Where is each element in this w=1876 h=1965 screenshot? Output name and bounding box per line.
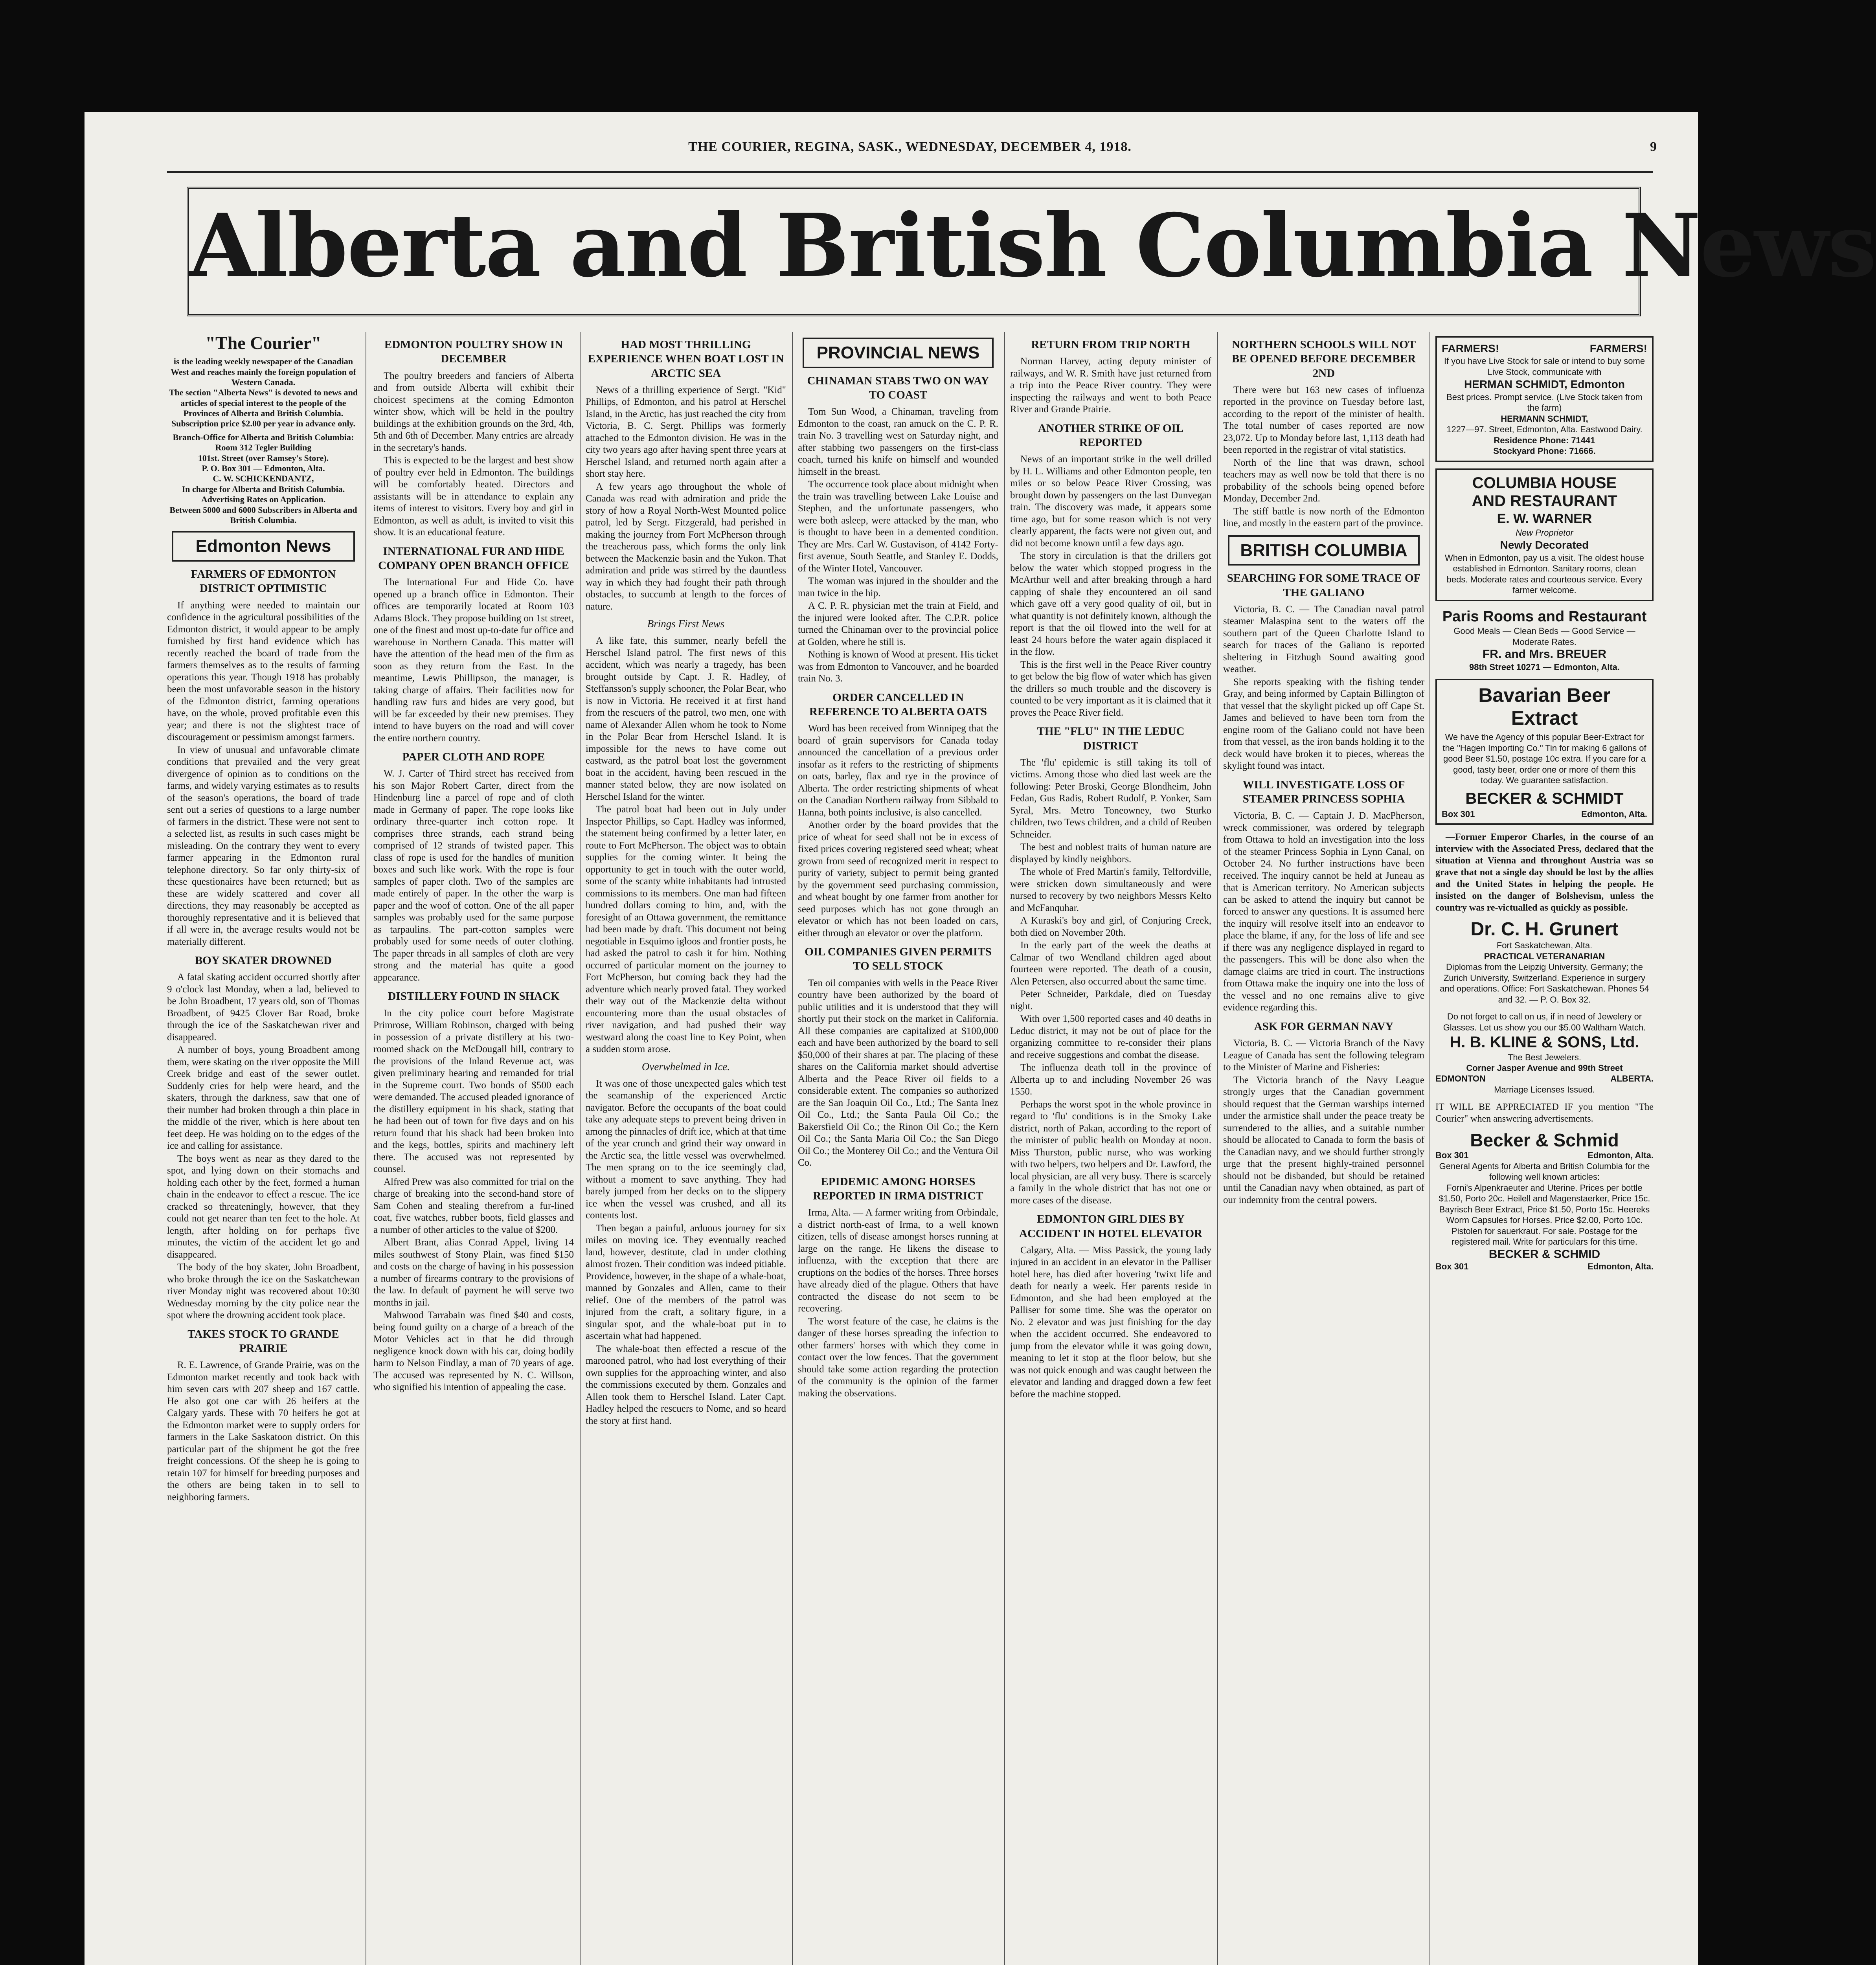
- article-headline: NORTHERN SCHOOLS WILL NOT BE OPENED BEFORE DECEMBER 2ND: [1231, 338, 1416, 380]
- ad-text: 98th Street 10271 — Edmonton, Alta.: [1469, 662, 1620, 672]
- column-6: [1223, 332, 1424, 1965]
- ad-text: Marriage Licenses Issued.: [1494, 1084, 1595, 1095]
- courier-info-box: [167, 332, 360, 525]
- article-paragraph: The boys went as near as they dared to the spot, and lying down on their stomachs and holding each other by the feet, formed a human chain in the endeavor to effect a rescue. The ice cracked so threateningly, however, that they could not get nearer than ten feet to the hole. At length, after holding on for perhaps five minutes, the victim of the accident let go and disappeared.: [167, 1153, 360, 1260]
- article-paragraph: Calgary, Alta. — Miss Passick, the young lady injured in an accident in an elevator in the Palliser hotel here, has died after hovering 'twixt life and death for nearly a week. Her parents reside in Edmonton, and she had been employed at the Palliser for some time. She was the operator on No. 2 elevator and was just finishing for the day when the accident occurred. She endeavored to jump from the elevator while it was going down, meaning to let it stop at the floor below, but she was not quick enough and was caught between the elevator and landing and dragged down a few feet before the machine stopped.: [1010, 1245, 1211, 1399]
- article-paragraph: Victoria, B. C. — Victoria Branch of the Navy League of Canada has sent the following telegram to the Minister of Marine and Fisheries:: [1223, 1038, 1424, 1073]
- article-subhead: Brings First News: [647, 618, 725, 630]
- ad-title: AND RESTAURANT: [1472, 492, 1617, 510]
- article-paragraph: Perhaps the worst spot in the whole province in regard to 'flu' conditions is in the Smoky Lake district, north of Pakan, according to the report of the minister of public health on Monday at noon. Miss Thurston, public nurse, who was working with two helpers, two helpers and Dr. Lawford, the local physician, are all very busy. There is scarcely a family in the whole district that has not one or more cases of the disease.: [1010, 1099, 1211, 1206]
- article-headline: SEARCHING FOR SOME TRACE OF THE GALIANO: [1227, 572, 1421, 599]
- column-4: [798, 332, 998, 1965]
- article-headline: THE "FLU" IN THE LEDUC DISTRICT: [1037, 725, 1185, 752]
- article-headline: EDMONTON GIRL DIES BY ACCIDENT IN HOTEL ELEVATOR: [1019, 1213, 1203, 1240]
- article-headline: TAKES STOCK TO GRANDE PRAIRIE: [187, 1328, 339, 1355]
- article-paragraph: News of a thrilling experience of Sergt. "Kid" Phillips, of Edmonton, and his patrol at Herschel Island, in the Arctic, has just reached the city from Victoria, B. C. Sergt. Phillips was formerly attached to the Edmonton division. He was in the city two years ago after having spent three years at Herschel Island, and returned north again after a short stay here.: [586, 384, 786, 479]
- article-paragraph: Nothing is known of Wood at present. His ticket was from Edmonton to Vancouver, and he boarded train No. 3.: [798, 649, 998, 684]
- ad-bavarian-beer-extract: [1435, 679, 1654, 825]
- page-header: [163, 140, 1657, 163]
- article-paragraph: With over 1,500 reported cases and 40 deaths in Leduc district, it may not be out of place for the organizing committee to re-consider their plans and receive suggestions and combat the disease.: [1010, 1014, 1211, 1060]
- ad-text: Do not forget to call on us, if in need of Jewelery or Glasses. Let us show you our $5.00 Waltham Watch.: [1443, 1012, 1646, 1032]
- column-1: [167, 332, 360, 1965]
- ad-text: EDMONTON: [1435, 1073, 1486, 1084]
- ad-text: Good Meals — Clean Beds — Good Service — Moderate Rates.: [1453, 626, 1635, 647]
- ad-title: Becker & Schmid: [1470, 1130, 1619, 1151]
- article-paragraph: A fatal skating accident occurred shortly after 9 o'clock last Monday, when a lad, believed to be John Broadbent, 17 years old, son of Thomas Broadbent, of 9425 Clover Bar Road, broke through the ice of the Saskatchewan river and disappeared.: [167, 972, 360, 1043]
- column-2: [373, 332, 574, 1965]
- article-headline: PAPER CLOTH AND ROPE: [402, 751, 545, 763]
- article-headline: EPIDEMIC AMONG HORSES REPORTED IN IRMA DISTRICT: [813, 1175, 983, 1202]
- section-box-british-columbia: BRITISH COLUMBIA: [1228, 535, 1420, 566]
- article-paragraph: Word has been received from Winnipeg that the board of grain supervisors for Canada today announced the cancellation of a previous order insofar as it refers to the restricting of shipments on oats, barley, flax and rye in the province of Alberta. The order restricting shipments of wheat on the Canadian Northern railway from Sibbald to Hanna, both points inclusive, is also cancelled.: [798, 723, 998, 818]
- header-rule: [167, 171, 1653, 173]
- article-headline: HAD MOST THRILLING EXPERIENCE WHEN BOAT LOST IN ARCTIC SEA: [588, 338, 784, 380]
- article-paragraph: The woman was injured in the shoulder and the man twice in the hip.: [798, 576, 998, 599]
- article-paragraph: The stiff battle is now north of the Edmonton line, and mostly in the eastern part of the province.: [1223, 506, 1424, 529]
- ad-text: Edmonton, Alta.: [1588, 1150, 1654, 1160]
- ad-text: When in Edmonton, pay us a visit. The oldest house established in Edmonton. Sanitary rooms, clean beds. Moderate rates and courteous service. Every farmer welcome.: [1444, 553, 1644, 595]
- newspaper-page: [85, 112, 1876, 1965]
- courier-line: Advertising Rates on Application.: [201, 494, 326, 505]
- article-paragraph: Alfred Prew was also committed for trial on the charge of breaking into the second-hand store of Sam Cohen and stealing therefrom a fur-lined coat, five watches, rubber boots, field glasses and a number of other articles to the value of $200.: [373, 1176, 574, 1235]
- courier-line: P. O. Box 301 — Edmonton, Alta.: [202, 463, 325, 474]
- article-paragraph: Another order by the board provides that the price of wheat for seed shall not be in excess of fixed prices covering registered seed wheat; wheat grown from seed of recognized merit in respect to purity of variety, subject to permit being granted by the government seed purchasing commission, and wheat bought by one farmer from another for seed purposes which has not gone through an elevator or which has not been loaded on cars, either through an elevator or over the platform.: [798, 820, 998, 938]
- article-headline: CHINAMAN STABS TWO ON WAY TO COAST: [807, 374, 989, 401]
- ad-columbia-house: [1435, 468, 1654, 601]
- article-headline: OIL COMPANIES GIVEN PERMITS TO SELL STOCK: [805, 946, 992, 973]
- article-paragraph: The influenza death toll in the province of Alberta up to and including November 26 was 1550.: [1010, 1062, 1211, 1097]
- section-box-edmonton-news: Edmonton News: [172, 531, 355, 562]
- courier-title: "The Courier": [205, 333, 322, 353]
- courier-line: In charge for Alberta and British Columbia.: [182, 484, 345, 494]
- ad-text: HERMANN SCHMIDT,: [1501, 413, 1588, 424]
- ad-text: Box 301: [1442, 809, 1475, 819]
- ad-text: Edmonton, Alta.: [1588, 1262, 1654, 1272]
- notice-text: —Former Emperor Charles, in the course of an interview with the Associated Press, declared that the situation at Vienna and throughout Austria was so grave that not a single day should be lost by the allies and the United States in helping the people. He insisted on the danger of Bolshevism, unless the country was re-victualled as quickly as possible.: [1435, 832, 1654, 913]
- column-rule: [580, 332, 581, 1965]
- ad-phone: Stockyard Phone: 71666.: [1493, 446, 1596, 456]
- article-paragraph: The patrol boat had been out in July under Inspector Phillips, so Capt. Hadley was informed, the statement being confirmed by a letter later, en route to Fort McPherson. The object was to obtain supplies for the coming winter. It being the opportunity to get in touch with the outer world, some of the scanty white inhabitants had intrusted commissions to its members. One man had fifteen hundred dollars coming to him, and, with the foresight of an Ottawa government, the remittance had been made by draft. This document not being negotiable in Esquimo igloos and frontier posts, he had asked the patrol to cash it for him. Nothing occurred of particular moment on the journey to Fort McPherson, but coming back they had the adventure which nearly proved fatal. They worked their way out of the Mackenzie delta without encountering more than the usual obstacles of river navigation, and had pushed their way westward along the coast line to Key Point, when a sudden storm arose.: [586, 804, 786, 1055]
- running-title: THE COURIER, REGINA, SASK., WEDNESDAY, DECEMBER 4, 1918.: [688, 140, 1132, 154]
- ad-text: PRACTICAL VETERANARIAN: [1484, 951, 1605, 961]
- ad-text: Box 301: [1435, 1150, 1469, 1160]
- article-paragraph: This is the first well in the Peace River country to get below the big flow of water which has given the drillers so much trouble and the discovery is counted to be very important as it is claimed that it proves the Peace River field.: [1010, 659, 1211, 718]
- ad-title: H. B. KLINE & SONS, Ltd.: [1450, 1034, 1639, 1051]
- article-paragraph: This is expected to be the largest and best show of poultry ever held in Edmonton. The buildings will be comfortably heated. Directors and assistants will be in attendance to explain any items of interest to visitors. Every boy and girl in Edmonton, as well as adult, is invited to visit this show. It is an educational feature.: [373, 455, 574, 538]
- article-headline: FARMERS OF EDMONTON DISTRICT OPTIMISTIC: [191, 568, 336, 595]
- article-headline: WILL INVESTIGATE LOSS OF STEAMER PRINCESS SOPHIA: [1242, 778, 1405, 806]
- courier-line: Room 312 Tegler Building: [215, 443, 312, 453]
- article-paragraph: The International Fur and Hide Co. have opened up a branch office in Edmonton. Their offices are temporarily located at Room 103 Adams Block. They propose building on 1st street, one of the finest and most up-to-date fur office and warehouse in Northern Canada. This matter will have the attention of the head men of the firm as soon as they return from the East. In the meantime, Lewis Phillipson, the manager, is taking charge of affairs. Their facilities now for handling raw furs and hides are very good, but will be far exceeded by their new premises. They intend to have buyers on the road and will cover the entire northern country.: [373, 577, 574, 744]
- article-paragraph: North of the line that was drawn, school teachers may as well now be told that there is no probability of the schools being opened before Monday, December 2nd.: [1223, 457, 1424, 504]
- article-paragraph: The body of the boy skater, John Broadbent, who broke through the ice on the Saskatchewan river Monday night was recovered about 10:30 Wednesday morning by the city police near the spot where the drowning accident took place.: [167, 1262, 360, 1321]
- ad-title: Dr. C. H. Grunert: [1470, 919, 1619, 940]
- column-3: [586, 332, 786, 1965]
- article-paragraph: In the early part of the week the deaths at Calmar of two Wendland children aged about fourteen were reported. The death of a cousin, Alen Petersen, also occurred about the same time.: [1010, 940, 1211, 987]
- courier-line: is the leading weekly newspaper of the Canadian West and reaches mainly the foreign population of Western Canada.: [171, 356, 356, 387]
- ad-text: Corner Jasper Avenue and 99th Street: [1466, 1063, 1623, 1073]
- article-paragraph: A C. P. R. physician met the train at Field, and the injured were looked after. The C.P.R. police turned the Chinaman over to the provincial police at Golden, where he still is.: [798, 601, 998, 647]
- masthead-box: [187, 187, 1876, 316]
- ad-phone: Residence Phone: 71441: [1494, 435, 1595, 445]
- ad-heading: FARMERS!: [1442, 342, 1499, 354]
- ad-title: Extract: [1511, 707, 1578, 729]
- article-headline: BOY SKATER DROWNED: [195, 954, 332, 967]
- ad-name: FR. and Mrs. BREUER: [1482, 648, 1607, 661]
- article-headline: EDMONTON POULTRY SHOW IN DECEMBER: [384, 338, 563, 365]
- courier-line: The section "Alberta News" is devoted to news and articles of special interest to the people of the Provinces of Alberta and British Columbia.: [169, 387, 358, 419]
- article-paragraph: Tom Sun Wood, a Chinaman, traveling from Edmonton to the coast, ran amuck on the C. P. R. train No. 3 travelling west on Saturday night, and after stabbing two passengers on the first-class coach, turned his knife on himself and wounded himself in the breast.: [798, 406, 998, 477]
- ad-title: Bavarian Beer: [1478, 684, 1611, 707]
- article-paragraph: The occurrence took place about midnight when the train was travelling between Lake Louise and Stephen, and the unfortunate passengers, who were both asleep, were attacked by the man, who is thought to have been in a demented condition. They are Mrs. Carl W. Gustavison, of 4142 Forty-first avenue, South Seattle, and Stanley E. Dodds, of the Winter Hotel, Vancouver.: [798, 479, 998, 574]
- ad-herman-schmidt: [1435, 336, 1654, 462]
- article-paragraph: The story in circulation is that the drillers got below the water which stopped progress in the McArthur well and after breaking through a hard capping of shale they encountered an oil sand which gave off a very good quality of oil, but in what quantity is not definitely known, although the report is that the oil flowed into the well for at least 24 hours before the water again displaced it in the flow.: [1010, 551, 1211, 657]
- ad-text: The Best Jewelers.: [1507, 1052, 1582, 1062]
- article-headline: INTERNATIONAL FUR AND HIDE COMPANY OPEN BRANCH OFFICE: [378, 545, 569, 572]
- ad-title: Paris Rooms and Restaurant: [1442, 608, 1647, 625]
- article-paragraph: A few years ago throughout the whole of Canada was read with admiration and pride the story of how a Royal North-West Mounted police patrol, led by Sergt. Fitzgerald, had perished in making the journey from Fort McPherson through the treacherous pass, which forms the only link between the Mackenzie basin and the Yukon. That admiration and pride was stirred by the dauntless way in which they had fought their path through obstacles, to succumb at length to the forces of nature.: [586, 481, 786, 612]
- article-paragraph: A number of boys, young Broadbent among them, were skating on the river opposite the Mill Creek bridge and east of the sewer outlet. Suddenly cries for help were heard, and the skaters, through the darkness, saw that one of their number had broken through a thin place in the middle of the river, which is here about ten feet deep. He was holding on to the edges of the ice and calling for assistance.: [167, 1045, 360, 1151]
- courier-line: Branch-Office for Alberta and British Columbia:: [173, 432, 354, 442]
- article-headline: ORDER CANCELLED IN REFERENCE TO ALBERTA OATS: [809, 691, 987, 718]
- ad-name: BECKER & SCHMIDT: [1465, 790, 1624, 807]
- courier-line: Between 5000 and 6000 Subscribers in Alberta and British Columbia.: [169, 505, 357, 525]
- article-paragraph: Albert Brant, alias Conrad Appel, living 14 miles southwest of Stony Plain, was fined $150 and costs on the charge of having in his possession a number of firearms contrary to the provisions of the law. In default of payment he will serve two months in jail.: [373, 1237, 574, 1308]
- article-paragraph: She reports speaking with the fishing tender Gray, and being informed by Captain Billington of that vessel that the skylight picked up off Cape St. James and believed to have been torn from the engine room of the Galiano could not have been from that vessel, as the iron bands holding it to the deck would have broken it to pieces, whereas the skylight found was intact.: [1223, 676, 1424, 771]
- page-number: 9: [1650, 140, 1657, 154]
- ad-text: Forni's Alpenkraeuter and Uterine. Prices per bottle $1.50, Porto 20c. Heilell and Magenstaerker, Price 15c. Bayrisch Beer Extract, Price $1.50, Porto 15c. Heereks Worm Capsules for Horses. Price $2.00, Porto 10c. Pistolen for sauerkraut. For sale. Postage for the registered mail. Write for particulars for this time.: [1439, 1183, 1650, 1247]
- article-paragraph: In the city police court before Magistrate Primrose, William Robinson, charged with being in possession of a private distillery at his two-roomed shack on the McDougall hill, contrary to the provisions of the Inland Revenue act, was given preliminary hearing and remanded for trial in the Supreme court. Two bonds of $500 each were demanded. The accused pleaded ignorance of the distillery equipment in his shack, stating that he had been out of town for five days and on his return found that his shack had been broken into and the kegs, bottles, spirits and machinery left there. The accused was not represented by counsel.: [373, 1008, 574, 1174]
- ad-text: General Agents for Alberta and British Columbia for the following well known articles:: [1439, 1161, 1650, 1182]
- ad-heading: FARMERS!: [1589, 342, 1647, 354]
- notice-emperor-charles: [1435, 831, 1654, 914]
- article-paragraph: News of an important strike in the well drilled by H. L. Williams and other Edmonton people, ten miles or so below Peace River Crossing, was brought down by passengers on the last Dunvegan train. The discovery was made, it appears some time ago, but for some reason which is not very clearly apparent, the facts were not given out, and did not become known until a few days ago.: [1010, 454, 1211, 549]
- article-paragraph: It was one of those unexpected gales which test the seamanship of the experienced Arctic navigator. Before the occupants of the boat could take any adequate steps to prevent being driven in among the pinnacles of drift ice, which at that time of the year crunch and grind their way onward in the Arctic sea, the little vessel was overwhelmed. The men sprang on to the ice seemingly clad, without a moment to save anything. They had barely jumped from her decks on to the slippery ice when the vessel was crushed, and all its contents lost.: [586, 1078, 786, 1221]
- courier-line: Subscription price $2.00 per year in advance only.: [171, 419, 355, 429]
- article-headline: ASK FOR GERMAN NAVY: [1254, 1020, 1394, 1033]
- ad-text: Newly Decorated: [1500, 539, 1589, 551]
- courier-line: C. W. SCHICKENDANTZ,: [213, 474, 314, 484]
- section-box-provincial-news: PROVINCIAL NEWS: [803, 338, 994, 368]
- ad-hb-kline: [1435, 1011, 1654, 1095]
- courier-line: 101st. Street (over Ramsey's Store).: [198, 453, 329, 463]
- ad-dr-grunert: [1435, 919, 1654, 1005]
- ad-text: Best prices. Prompt service. (Live Stock taken from the farm): [1446, 392, 1643, 413]
- ad-name: E. W. WARNER: [1497, 511, 1592, 526]
- ad-paris-rooms: [1435, 608, 1654, 672]
- ad-text: ALBERTA.: [1610, 1073, 1654, 1084]
- ad-text: We have the Agency of this popular Beer-Extract for the "Hagen Importing Co." Tin for making 6 gallons of good Beer $1.50, postage 10c extra. If you care for a good, tasty beer, order one or more of them this today. We guarantee satisfaction.: [1442, 732, 1646, 786]
- ad-text: Diplomas from the Leipzig University, Germany; the Zurich University, Switzerland. Experience in surgery and operations. Office: Fort Saskatchewan. Phones 54 and 32. — P. O. Box 32.: [1440, 962, 1649, 1005]
- ad-text: If you have Live Stock for sale or intend to buy some Live Stock, communicate with: [1444, 356, 1645, 377]
- column-7-ads: [1435, 332, 1654, 1965]
- article-paragraph: If anything were needed to maintain our confidence in the agricultural possibilities of the Edmonton district, it would appear to be amply furnished by first hand evidence which has recently reached the board of trade from the farmers themselves as to the results of farming operations this year. Though 1918 has probably been the most unfavorable season in the history of the Edmonton district, farming operations have, on the whole, proved profitable even this year; and there is not the slightest trace of discouragement or pessimism amongst farmers.: [167, 600, 360, 743]
- article-paragraph: The 'flu' epidemic is still taking its toll of victims. Among those who died last week are the following: Peter Broski, George Blondheim, John Fedan, Gus Radis, Robert Rudolf, P. Yonker, Sam Syral, Mrs. Metro Toneowney, two Sturko children, two Tews children, and a child of Reuben Schneider.: [1010, 757, 1211, 840]
- ad-name: HERMAN SCHMIDT, Edmonton: [1464, 378, 1625, 391]
- article-paragraph: Norman Harvey, acting deputy minister of railways, and W. R. Smith have just returned from a trip into the Peace River country. They were inspecting the railways and went to both Peace River and Grande Prairie.: [1010, 356, 1211, 415]
- article-paragraph: A like fate, this summer, nearly befell the Herschel Island patrol. The first news of this accident, which was nearly a tragedy, has been brought outside by Capt. J. R. Hadley, of Steffansson's supply schooner, the Polar Bear, who is now in Victoria. He received it at first hand from the rescuers of the patrol, two men, one with name of Alexander Allen whom he took to Nome in the Polar Bear from Herschel Island. It is impossible for the news to have come out eastward, as the patrol boat lost the government boat in the accident, having been rescued in the manner stated below, they are now isolated on Herschel Island for the winter.: [586, 635, 786, 802]
- column-rule: [1004, 332, 1005, 1965]
- ad-title: COLUMBIA HOUSE: [1472, 474, 1617, 492]
- ad-name: BECKER & SCHMID: [1488, 1247, 1600, 1261]
- ad-text: Box 301: [1435, 1262, 1469, 1272]
- column-rule: [792, 332, 793, 1965]
- article-paragraph: W. J. Carter of Third street has received from his son Major Robert Carter, direct from the Hindenburg line a parcel of rope and of cloth made in Germany of paper. The rope looks like ordinary three-quarter inch cotton rope. It comprises three strands, each strand being comprised of 12 strands of twisted paper. This class of rope is used for the handles of munition boxes and such like work. With the rope is four samples of paper cloth. Two of the samples are made entirely of paper. In the other the warp is paper and the woof of cotton. One of the all paper samples was probably used for the same purpose as tarpaulins. The part-cotton samples were probably used for some needs of outer clothing. The paper threads in all samples of cloth are very strong and the material has quite a good appearance.: [373, 768, 574, 983]
- masthead-title: Alberta and British Columbia News: [189, 195, 1876, 296]
- article-paragraph: The best and noblest traits of human nature are displayed by kindly neighbors.: [1010, 842, 1211, 865]
- article-paragraph: Irma, Alta. — A farmer writing from Orbindale, a district north-east of Irma, to a well known citizen, tells of disease amongst horses running at large on the range. He likens the disease to influenza, with the exception that there are cruptions on the bodies of the horses. Three horses have already died of the plague. Others that have contracted the disease do not seem to be recovering.: [798, 1207, 998, 1314]
- ad-text: Fort Saskatchewan, Alta.: [1496, 940, 1593, 951]
- article-paragraph: Victoria, B. C. — Captain J. D. MacPherson, wreck commissioner, was ordered by telegraph from Ottawa to hold an investigation into the loss of the steamer Princess Sophia in Lynn Canal, on October 24. No further instructions have been received. The inquiry cannot be held at Juneau as that is American territory. No American subjects can be asked to attend the inquiry but cannot be forced to answer any questions. It is assumed here the inquiry will resolve itself into an endeavor to place the blame, if any, for the loss of life and see if there was any negligence displayed in regard to the passengers. This will be done also when the damage claims are tried in court. The instructions from Ottawa make the inquiry one into the loss of the vessel and no one remains alive to give evidence regarding this.: [1223, 810, 1424, 1013]
- article-paragraph: The Victoria branch of the Navy League strongly urges that the Canadian government should request that the German warships interned under the armistice shall under the peace treaty be surrendered to the allies, and a suitable number should be allocated to Canada to form the basis of the Canadian navy, and we should further strongly urge that the present highly-trained personnel should not be disbanded, but should be retained until the Canadian navy when obtained, as part of our indemnity from the central powers.: [1223, 1074, 1424, 1205]
- article-subhead: Overwhelmed in Ice.: [641, 1060, 730, 1072]
- article-paragraph: The whole of Fred Martin's family, Telfordville, were stricken down simultaneously and were nursed to recovery by two neighbors Messrs Kelto and McFanquhar.: [1010, 867, 1211, 913]
- article-headline: RETURN FROM TRIP NORTH: [1031, 338, 1191, 351]
- article-paragraph: The worst feature of the case, he claims is the danger of these horses spreading the infection to other farmers' horses with which they come in contact over the low fences. That the government should take some action regarding the protection of the community is the opinion of the farmer making the observations.: [798, 1316, 998, 1399]
- article-paragraph: In view of unusual and unfavorable climate conditions that prevailed and the very great divergence of opinion as to conditions on the farms, and widely varying estimates as to results of the season's operations, the board of trade sent out a series of questions to a large number of farmers in the district. These were not sent to a selected list, as results in such cases might be misleading. On the contrary they went to every farmer appearing in the Edmonton rural telephone directory. So far only thirty-six of these questionaires have been returned; but as these are widely scattered and cover all directions, they may reasonably be accepted as thoroughly representative and it is believed that if all were in, the average results would not be materially different.: [167, 744, 360, 947]
- column-rule: [1217, 332, 1218, 1965]
- article-paragraph: Ten oil companies with wells in the Peace River country have been authorized by the board of public utilities and it is understood that they will shortly put their stock on the market in California. All these companies are capitalized at $100,000 each and have been authorized by the board to sell $50,000 of their shares at par. The placing of these shares on the California market should advertise Alberta and the Peace River oil fields to a considerable extent. The companies so authorized are the San Joaquin Oil Co., Ltd.; The Santa Inez Oil Co., Ltd.; the Santa Paula Oil Co.; the Bakersfield Oil Co.; the Rinon Oil Co.; the Kern Oil Co.; the Santa Maria Oil Co.; the San Diego Oil Co.; the Monterey Oil Co.; and the Ventura Oil Co.: [798, 977, 998, 1168]
- article-paragraph: Peter Schneider, Parkdale, died on Tuesday night.: [1010, 989, 1211, 1012]
- article-paragraph: The whale-boat then effected a rescue of the marooned patrol, who had lost everything of their own supplies for the approaching winter, and also the commissions executed by them. Gonzales and Allen took them to Herschel Island. Later Capt. Hadley helped the rescuers to Nome, and so heard the story at first hand.: [586, 1343, 786, 1426]
- ad-text: Edmonton, Alta.: [1581, 809, 1647, 819]
- ad-text: New Proprietor: [1516, 527, 1573, 538]
- column-5: [1010, 332, 1211, 1965]
- article-paragraph: Then began a painful, arduous journey for six miles on moving ice. They eventually reached land, however, destitute, clad in under clothing almost frozen. Their condition was indeed pitiable. Providence, however, in the shape of a whale-boat, manned by Gonzales and Allen, came to their relief. One of the members of the patrol was injured from the craft, a solitary figure, in a singular spot, and the whale-boat put in to ascertain what had happened.: [586, 1223, 786, 1342]
- article-paragraph: Victoria, B. C. — The Canadian naval patrol steamer Malaspina sent to the waters off the southern part of the Queen Charlotte Island to search for traces of the Galiano is reported sheltering in Fitzhugh Sound awaiting good weather.: [1223, 604, 1424, 675]
- article-paragraph: A Kuraski's boy and girl, of Conjuring Creek, both died on November 20th.: [1010, 915, 1211, 938]
- article-headline: ANOTHER STRIKE OF OIL REPORTED: [1038, 422, 1184, 449]
- article-paragraph: The poultry breeders and fanciers of Alberta and from outside Alberta will exhibit their choicest specimens at the coming Edmonton winter show, which will be held in the poultry buildings at the exhibition grounds on the 3rd, 4th, 5th and 6th of December. Many entries are already in the secretary's hands.: [373, 370, 574, 453]
- article-paragraph: There were but 163 new cases of influenza reported in the province on Tuesday before last, according to the report of the minister of health. The total number of cases reported are now 23,072. Up to Monday before last, 1,113 death had been reported in the registrar of vital statistics.: [1223, 384, 1424, 455]
- article-headline: DISTILLERY FOUND IN SHACK: [388, 990, 560, 1003]
- ad-text: 1227—97. Street, Edmonton, Alta. Eastwood Dairy.: [1446, 424, 1643, 435]
- article-paragraph: R. E. Lawrence, of Grande Prairie, was on the Edmonton market recently and took back with him seven cars with 207 sheep and 167 cattle. He also got one car with 26 heifers at the Calgary yards. These with 70 heifers he got at the Edmonton market were to supply orders for farmers in the Lake Saskatoon district. On this particular part of the shipment he got the free freight concessions. Of the sheep he is going to retain 107 for himself for breeding purposes and the others are being taken in to sell to neighboring farmers.: [167, 1360, 360, 1502]
- ad-becker-schmid: [1435, 1130, 1654, 1272]
- notice-text: IT WILL BE APPRECIATED IF you mention "The Courier" when answering advertisements.: [1435, 1102, 1654, 1124]
- notice-appreciated: [1435, 1101, 1654, 1125]
- article-paragraph: Mahwood Tarrabain was fined $40 and costs, being found guilty on a charge of a breach of the Motor Vehicles act in that he did through negligence knock down with his car, doing bodily harm to Nelson Findlay, a man of 70 years of age. The accused was represented by N. C. Willson, who signified his intention of appealing the case.: [373, 1310, 574, 1392]
